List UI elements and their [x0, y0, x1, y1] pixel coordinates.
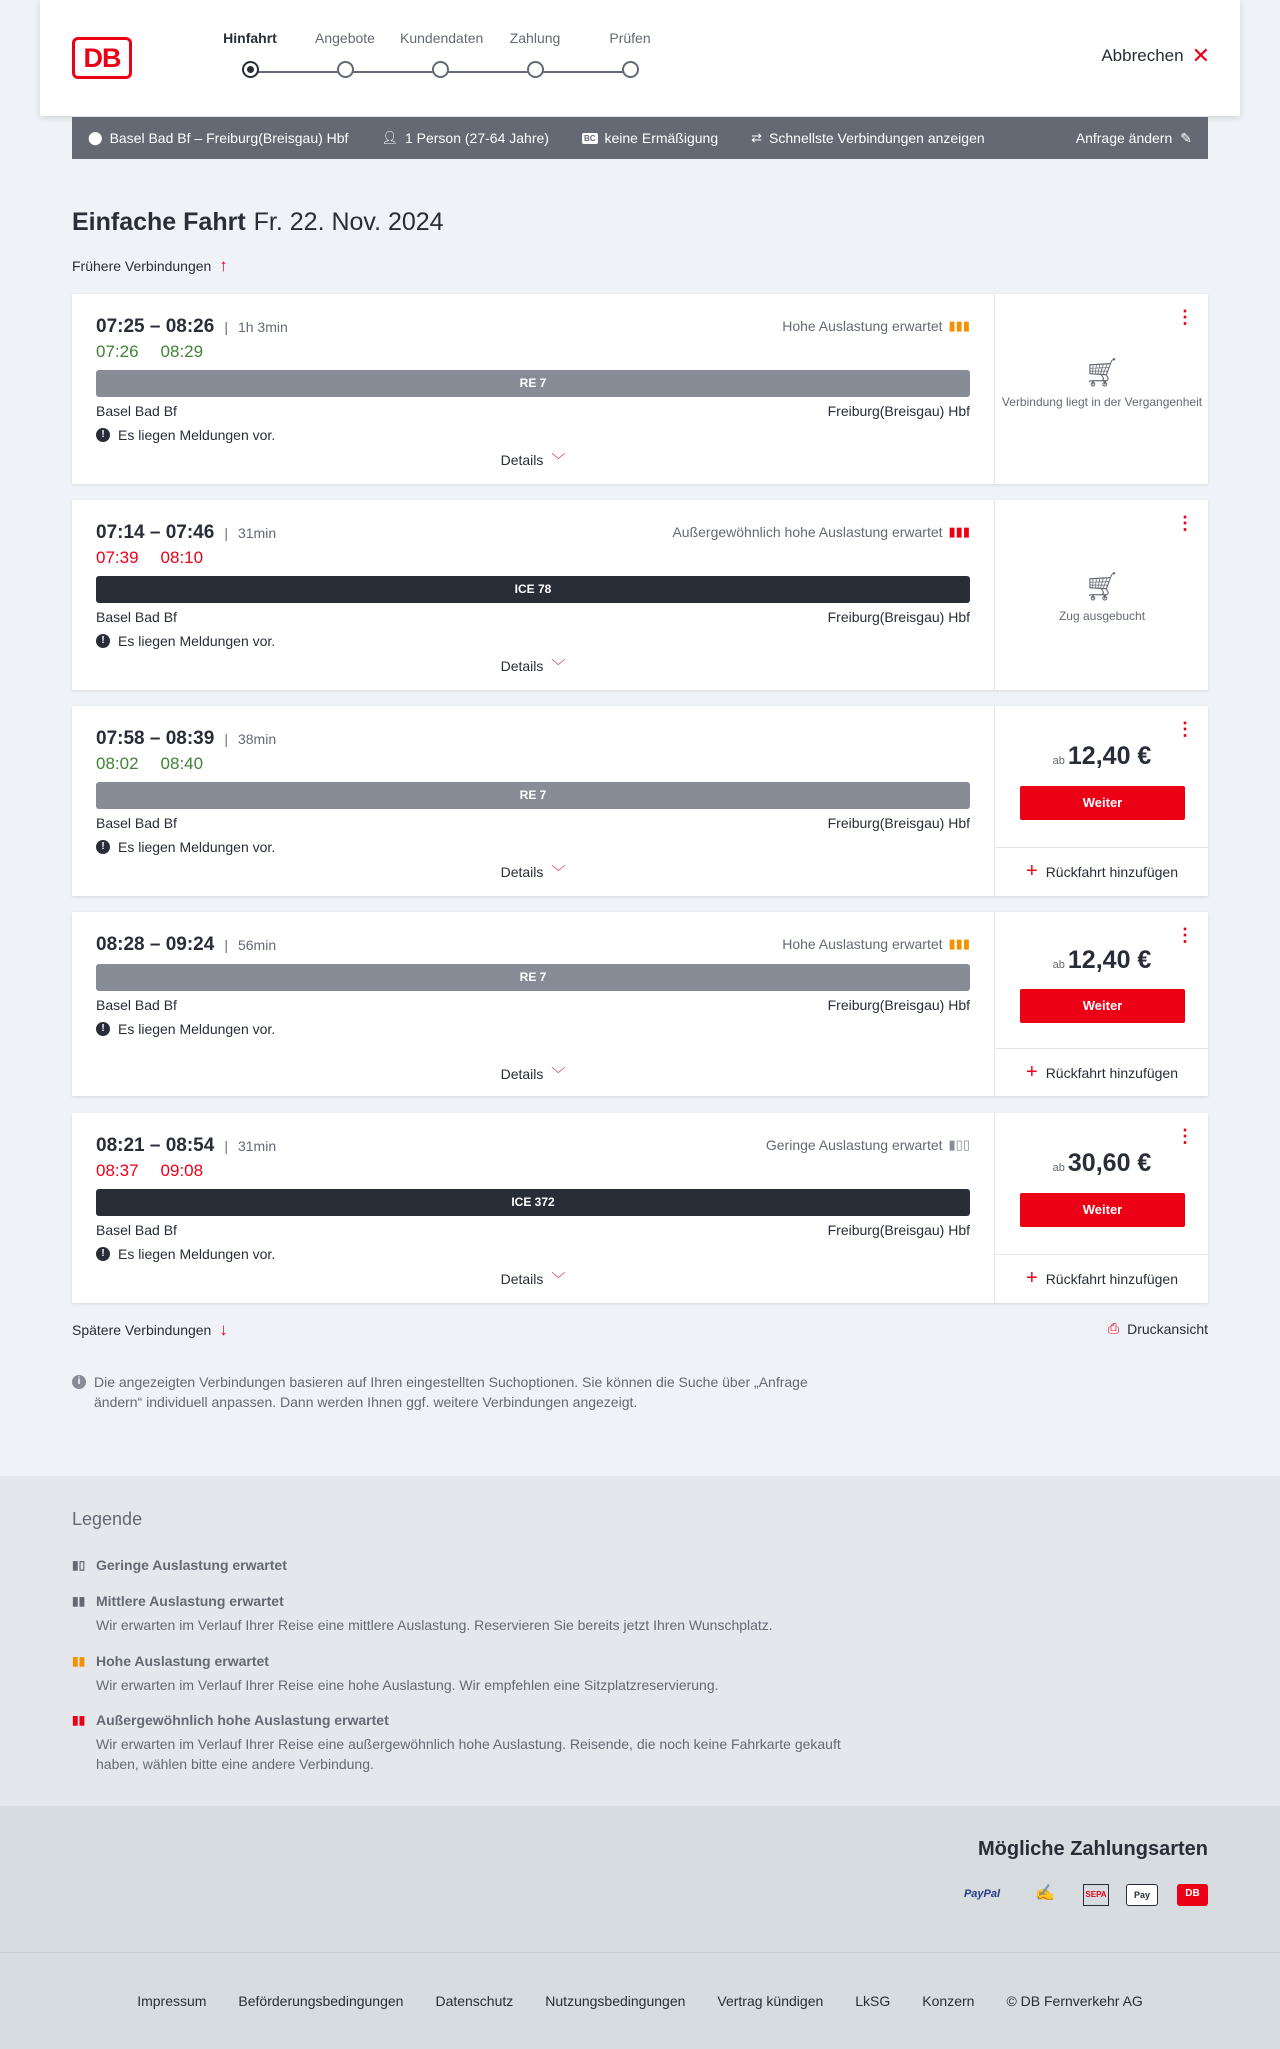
info-text: Die angezeigten Verbindungen basieren auf Ihren eingestellten Suchoptionen. Sie können die Suche über „Anfrage ändern“ individuell anpassen. Dann werden Ihnen ggf. weitere Verbindungen angezeigt.	[94, 1374, 808, 1410]
legend-item-title: Mittlere Auslastung erwartet	[96, 1593, 284, 1609]
load-text: Hohe Auslastung erwartet	[782, 936, 943, 952]
message-text: Es liegen Meldungen vor.	[118, 839, 276, 855]
message-text: Es liegen Meldungen vor.	[118, 427, 276, 443]
price-prefix: ab	[1052, 959, 1065, 971]
realtime-times	[96, 342, 970, 362]
bahncard-icon: BC	[583, 133, 596, 143]
details-toggle[interactable]	[72, 1269, 994, 1289]
very-high-load-icon: ▮▮▮	[948, 524, 970, 539]
add-return-button[interactable]	[995, 847, 1209, 895]
load-indicator	[782, 936, 970, 952]
duration: 31min	[237, 1138, 277, 1154]
train-bar[interactable]: ICE 78	[96, 576, 970, 603]
step-label: Kundendaten	[400, 30, 484, 46]
very-high-load-icon: ▮▮	[72, 1713, 86, 1727]
message-text: Es liegen Meldungen vor.	[118, 1021, 276, 1037]
legend-section	[0, 1476, 1280, 1806]
db-payment-logo: DB	[1177, 1884, 1208, 1906]
train-bar[interactable]: ICE 372	[96, 1189, 970, 1216]
change-request-label: Anfrage ändern	[1075, 130, 1173, 146]
more-options-icon[interactable]: ⋮	[1176, 513, 1194, 533]
step-dot	[432, 61, 449, 78]
more-options-icon[interactable]: ⋮	[1176, 307, 1194, 327]
progress-steps	[210, 30, 750, 90]
status-text: Zug ausgebucht	[1058, 609, 1146, 623]
step-pruefen	[590, 30, 670, 78]
offer-panel	[994, 1113, 1208, 1303]
stations	[96, 815, 970, 831]
step-hinfahrt	[210, 30, 290, 78]
step-dot	[622, 61, 639, 78]
chevron-down-icon: ﹀	[551, 452, 566, 468]
details-label: Details	[500, 658, 544, 674]
print-view-link[interactable]	[1108, 1320, 1208, 1337]
status-text: Verbindung liegt in der Vergangenheit	[1001, 395, 1203, 409]
chevron-down-icon: ﹀	[551, 864, 566, 880]
separator: |	[224, 937, 228, 953]
realtime-departure: 07:26	[96, 342, 139, 361]
realtime-departure: 08:02	[96, 754, 139, 773]
more-options-icon[interactable]: ⋮	[1176, 1126, 1194, 1146]
connection-card	[72, 1113, 1208, 1303]
load-indicator	[782, 318, 970, 334]
planned-times: 07:25 – 08:26	[96, 316, 215, 337]
footer	[0, 1952, 1280, 2049]
trip-type: Einfache Fahrt	[72, 208, 246, 236]
duration: 56min	[237, 937, 277, 953]
details-toggle[interactable]	[72, 450, 994, 470]
add-return-button[interactable]	[995, 1048, 1209, 1096]
departure-station: Basel Bad Bf	[96, 403, 177, 419]
offer-panel	[994, 500, 1208, 690]
discount-text: keine Ermäßigung	[604, 130, 719, 146]
load-indicator	[766, 1137, 970, 1153]
high-load-icon: ▮▮▮	[948, 318, 970, 333]
close-icon: ✕	[1191, 43, 1210, 68]
payment-section	[0, 1806, 1280, 1952]
add-return-button[interactable]	[995, 1254, 1209, 1302]
payment-title: Mögliche Zahlungsarten	[977, 1838, 1208, 1860]
details-label: Details	[500, 1066, 544, 1082]
arrival-station: Freiburg(Breisgau) Hbf	[827, 1222, 970, 1238]
add-return-label: Rückfahrt hinzufügen	[1045, 863, 1178, 880]
departure-station: Basel Bad Bf	[96, 609, 177, 625]
price-value: 30,60 €	[1067, 1149, 1152, 1177]
details-toggle[interactable]	[72, 1064, 994, 1084]
price	[995, 742, 1209, 771]
alert-icon: !	[96, 1247, 110, 1261]
price-prefix: ab	[1052, 1162, 1065, 1174]
message-note	[96, 633, 970, 649]
high-load-icon: ▮▮▮	[948, 936, 970, 951]
more-options-icon[interactable]: ⋮	[1176, 719, 1194, 739]
details-label: Details	[500, 1271, 544, 1287]
legend-item-title: Außergewöhnlich hohe Auslastung erwartet	[96, 1712, 389, 1728]
message-note	[96, 1021, 970, 1037]
legend-item-text: Wir erwarten im Verlauf Ihrer Reise eine hohe Auslastung. Wir empfehlen eine Sitzplatzreservierung.	[96, 1677, 719, 1693]
swap-icon: ⇄	[751, 130, 763, 145]
realtime-arrival: 08:29	[160, 342, 204, 361]
message-note	[96, 1246, 970, 1262]
plus-icon: +	[1026, 860, 1038, 882]
arrival-station: Freiburg(Breisgau) Hbf	[827, 609, 970, 625]
chevron-down-icon: ﹀	[551, 1271, 566, 1287]
realtime-arrival: 09:08	[160, 1161, 204, 1180]
footer-link-konzern[interactable]: Konzern	[922, 1993, 975, 2009]
cancel-label: Abbrechen	[1101, 46, 1184, 65]
cart-unavailable-icon: 🛒︎	[1084, 357, 1120, 388]
realtime-times	[96, 548, 970, 568]
low-load-icon: ▮▯	[72, 1558, 86, 1572]
price	[995, 1149, 1209, 1178]
later-connections-link[interactable]	[72, 1320, 228, 1340]
printer-icon: ⎙	[1107, 1320, 1120, 1336]
route-text: Basel Bad Bf – Freiburg(Breisgau) Hbf	[109, 130, 349, 146]
arrow-up-icon: ↑	[219, 256, 228, 275]
legend-item-text: Wir erwarten im Verlauf Ihrer Reise eine außergewöhnlich hohe Auslastung. Reisende, die noch keine Fahrkarte gekauft haben, wählen bitte eine andere Verbindung.	[96, 1736, 841, 1772]
high-load-icon: ▮▮	[72, 1654, 86, 1668]
price	[995, 946, 1209, 975]
unavailable-info	[995, 356, 1209, 409]
footer-link-vertrag-kuendigen[interactable]: Vertrag kündigen	[717, 1993, 824, 2009]
step-label: Zahlung	[509, 30, 561, 46]
planned-times: 07:14 – 07:46	[96, 522, 215, 543]
discount-info	[582, 130, 718, 146]
header	[40, 0, 1240, 116]
realtime-arrival: 08:40	[160, 754, 204, 773]
details-toggle[interactable]	[72, 656, 994, 676]
load-indicator	[672, 524, 970, 540]
details-toggle[interactable]	[72, 862, 994, 882]
planned-times: 07:58 – 08:39	[96, 728, 215, 749]
stations	[96, 997, 970, 1013]
duration: 31min	[237, 525, 277, 541]
chevron-down-icon: ﹀	[551, 1066, 566, 1082]
message-text: Es liegen Meldungen vor.	[118, 1246, 276, 1262]
step-dot	[242, 61, 259, 78]
alert-icon: !	[96, 428, 110, 442]
apple-pay-logo	[1126, 1884, 1158, 1906]
realtime-departure: 07:39	[96, 548, 139, 567]
connection-card	[72, 912, 1208, 1096]
continue-button[interactable]: Weiter	[1020, 1193, 1185, 1227]
load-text: Außergewöhnlich hohe Auslastung erwartet	[672, 524, 943, 540]
message-note	[96, 839, 970, 855]
step-zahlung	[495, 30, 575, 78]
alert-icon: !	[96, 1022, 110, 1036]
info-icon: i	[72, 1375, 86, 1389]
details-label: Details	[500, 864, 544, 880]
legend-item-title: Geringe Auslastung erwartet	[96, 1557, 287, 1573]
stations	[96, 403, 970, 419]
connection-card	[72, 706, 1208, 896]
offer-panel	[994, 294, 1208, 484]
earlier-connections-link[interactable]	[72, 256, 228, 276]
footer-link-nutzungsbedingungen[interactable]: Nutzungsbedingungen	[545, 1993, 686, 2009]
realtime-times	[96, 1161, 970, 1181]
realtime-times	[96, 754, 970, 774]
footer-copyright: © DB Fernverkehr AG	[1006, 1993, 1143, 2009]
load-text: Hohe Auslastung erwartet	[782, 318, 943, 334]
message-text: Es liegen Meldungen vor.	[118, 633, 276, 649]
legend-item	[72, 1653, 856, 1695]
footer-link-datenschutz[interactable]: Datenschutz	[435, 1993, 514, 2009]
cart-unavailable-icon: 🛒︎	[1084, 571, 1120, 602]
legend-item-text: Wir erwarten im Verlauf Ihrer Reise eine mittlere Auslastung. Reservieren Sie bereits jetzt Ihren Wunschplatz.	[96, 1617, 773, 1633]
low-load-icon: ▮▯▯	[948, 1137, 970, 1152]
price-prefix: ab	[1052, 755, 1065, 767]
alert-icon: !	[96, 840, 110, 854]
search-summary-bar	[72, 117, 1208, 159]
step-angebote	[305, 30, 385, 78]
separator: |	[224, 525, 228, 541]
train-bar[interactable]: RE 7	[96, 370, 970, 397]
offer-panel	[994, 706, 1208, 896]
continue-button[interactable]: Weiter	[1020, 989, 1185, 1023]
step-kundendaten	[400, 30, 484, 78]
db-logo[interactable]: DB	[72, 37, 132, 79]
stations	[96, 609, 970, 625]
info-note	[72, 1372, 852, 1412]
cancel-button[interactable]	[1101, 43, 1210, 68]
legend-item	[72, 1557, 287, 1573]
step-dot	[337, 61, 354, 78]
message-note	[96, 427, 970, 443]
change-request-button[interactable]	[1076, 130, 1192, 147]
arrow-down-icon: ↓	[219, 1320, 228, 1339]
price-value: 12,40 €	[1067, 946, 1152, 974]
legend-item	[72, 1593, 856, 1635]
location-pin-icon: ⬤	[88, 130, 103, 145]
continue-button[interactable]: Weiter	[1020, 786, 1185, 820]
price-value: 12,40 €	[1067, 742, 1152, 770]
unavailable-info	[995, 570, 1209, 623]
direct-debit-icon: ✍	[1035, 1885, 1055, 1902]
load-text: Geringe Auslastung erwartet	[765, 1137, 943, 1153]
sepa-icon: SEPA	[1083, 1884, 1109, 1906]
person-icon: 👤︎	[381, 130, 398, 145]
step-label: Angebote	[315, 30, 375, 46]
train-bar[interactable]: RE 7	[96, 782, 970, 809]
page-title	[72, 208, 444, 237]
fastest-info	[751, 130, 985, 146]
arrival-station: Freiburg(Breisgau) Hbf	[827, 815, 970, 831]
separator: |	[224, 1138, 228, 1154]
paypal-logo: PayPal	[963, 1888, 1001, 1900]
medium-load-icon: ▮▮	[72, 1594, 86, 1608]
trip-date: Fr. 22. Nov. 2024	[253, 208, 444, 236]
persons-text: 1 Person (27-64 Jahre)	[404, 130, 549, 146]
plus-icon: +	[1026, 1267, 1038, 1289]
legend-item	[72, 1712, 856, 1774]
separator: |	[224, 731, 228, 747]
footer-link-lksg[interactable]: LkSG	[855, 1993, 891, 2009]
duration: 1h 3min	[237, 319, 288, 335]
fastest-text: Schnellste Verbindungen anzeigen	[769, 130, 985, 146]
plus-icon: +	[1026, 1061, 1038, 1083]
step-label: Prüfen	[609, 30, 651, 46]
earlier-label: Frühere Verbindungen	[72, 258, 212, 274]
route-info	[88, 130, 348, 146]
print-label: Druckansicht	[1127, 1320, 1208, 1337]
stations	[96, 1222, 970, 1238]
offer-panel	[994, 912, 1208, 1096]
footer-link-befoerderungsbedingungen[interactable]: Beförderungsbedingungen	[238, 1993, 404, 2009]
departure-station: Basel Bad Bf	[96, 997, 177, 1013]
departure-station: Basel Bad Bf	[96, 1222, 177, 1238]
add-return-label: Rückfahrt hinzufügen	[1045, 1270, 1178, 1287]
realtime-arrival: 08:10	[160, 548, 204, 567]
legend-item-title: Hohe Auslastung erwartet	[96, 1653, 269, 1669]
planned-times: 08:21 – 08:54	[96, 1135, 215, 1156]
persons-info	[381, 130, 548, 146]
step-label: Hinfahrt	[223, 30, 277, 46]
realtime-departure: 08:37	[96, 1161, 139, 1180]
separator: |	[224, 319, 228, 335]
arrival-station: Freiburg(Breisgau) Hbf	[827, 403, 970, 419]
connection-card	[72, 294, 1208, 484]
connection-times	[96, 728, 970, 750]
connection-card	[72, 500, 1208, 690]
departure-station: Basel Bad Bf	[96, 815, 177, 831]
train-bar[interactable]: RE 7	[96, 964, 970, 991]
later-label: Spätere Verbindungen	[72, 1322, 212, 1338]
details-label: Details	[500, 452, 544, 468]
chevron-down-icon: ﹀	[551, 658, 566, 674]
add-return-label: Rückfahrt hinzufügen	[1045, 1064, 1178, 1081]
alert-icon: !	[96, 634, 110, 648]
apple-pay-label: Pay	[1133, 1890, 1150, 1900]
planned-times: 08:28 – 09:24	[96, 934, 215, 955]
step-dot	[527, 61, 544, 78]
arrival-station: Freiburg(Breisgau) Hbf	[827, 997, 970, 1013]
duration: 38min	[237, 731, 277, 747]
more-options-icon[interactable]: ⋮	[1176, 925, 1194, 945]
pencil-icon: ✎	[1180, 129, 1192, 146]
footer-link-impressum[interactable]: Impressum	[137, 1993, 207, 2009]
legend-title: Legende	[72, 1509, 143, 1529]
